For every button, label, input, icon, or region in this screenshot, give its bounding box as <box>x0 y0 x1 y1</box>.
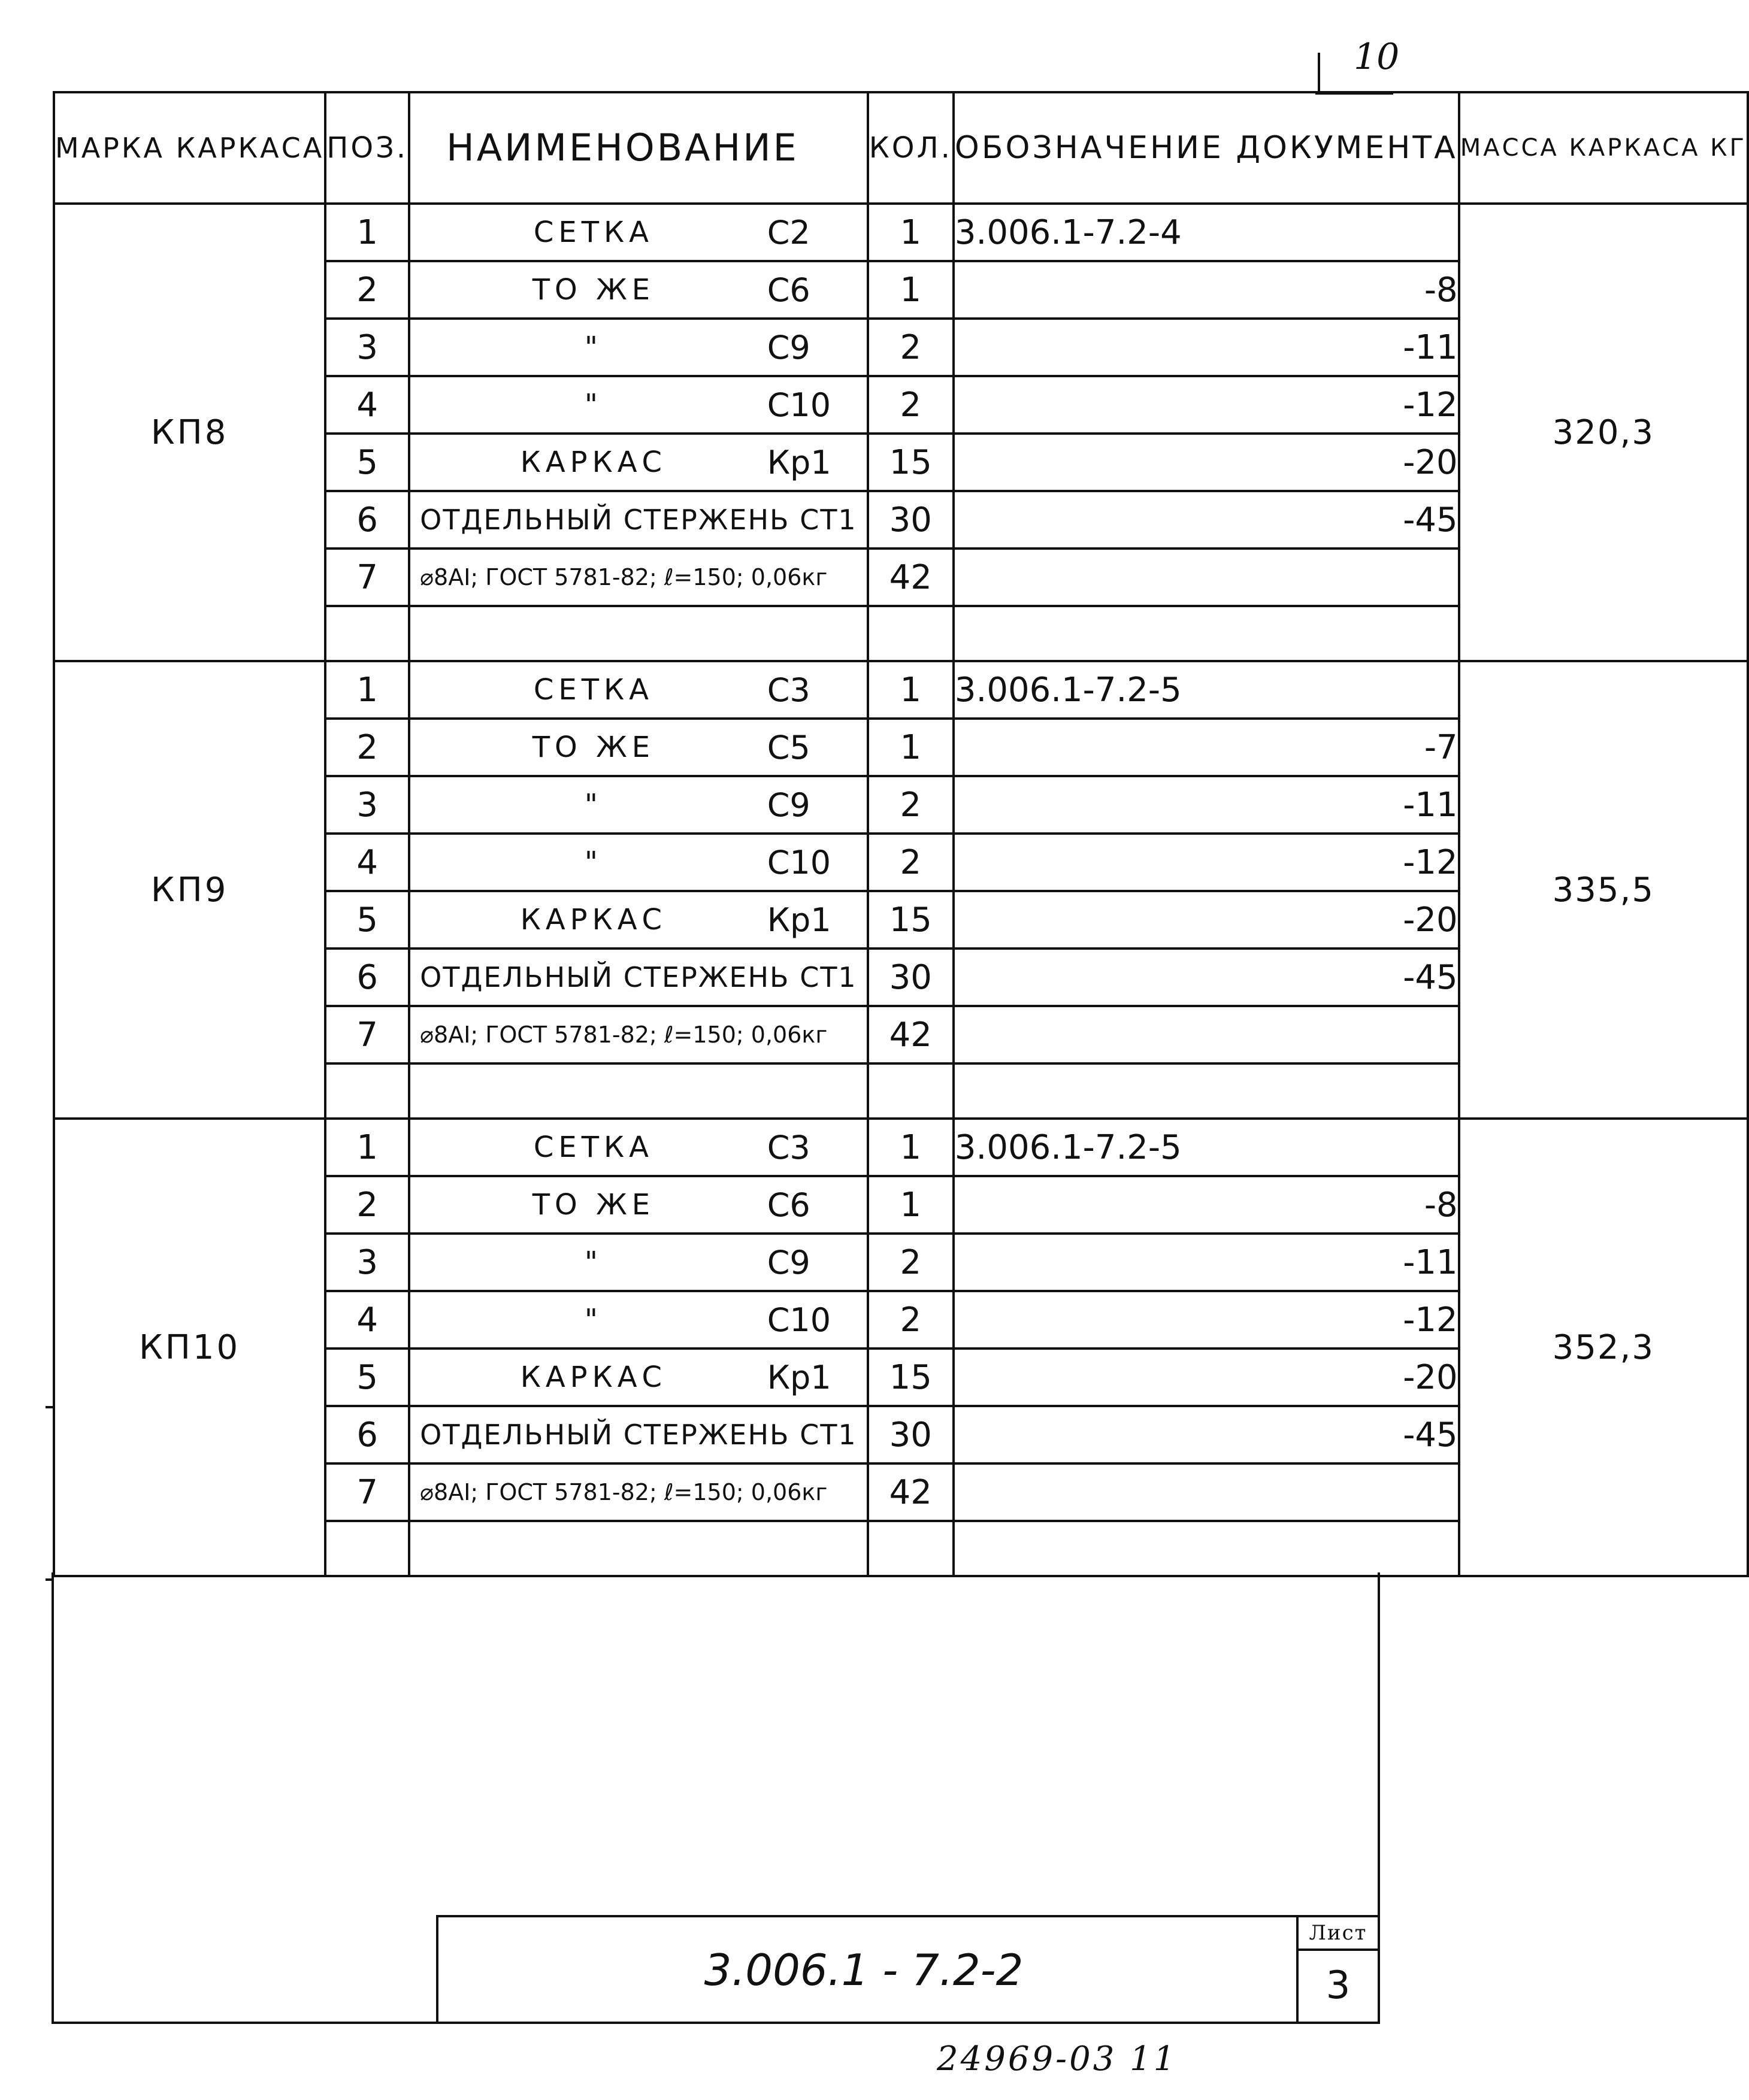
item-quantity: 30 <box>868 491 954 549</box>
item-quantity: 2 <box>868 776 954 834</box>
item-code: С3 <box>767 671 810 709</box>
item-name-cell <box>409 1349 868 1406</box>
empty-cell <box>868 606 954 661</box>
header-mark: МАРКА КАРКАСА <box>54 92 325 204</box>
item-name-wrap <box>410 377 867 432</box>
item-quantity: 2 <box>868 376 954 434</box>
empty-cell <box>325 1521 409 1576</box>
table-body <box>54 204 1748 1576</box>
item-name-cell <box>409 891 868 949</box>
item-name-wrap <box>410 777 867 832</box>
item-name-cell <box>409 1234 868 1291</box>
document-designation: -11 <box>954 776 1459 834</box>
item-code: Кр1 <box>767 1358 831 1396</box>
item-name-cell <box>409 261 868 319</box>
frame-mass: 320,3 <box>1459 204 1748 661</box>
empty-cell <box>409 1063 868 1119</box>
item-code: Кр1 <box>767 443 831 481</box>
item-name-cell <box>409 1291 868 1349</box>
item-name-wrap <box>410 492 867 547</box>
document-designation: 3.006.1-7.2-5 <box>954 1119 1459 1176</box>
title-block <box>436 1915 1378 2023</box>
item-name: ТО ЖЕ <box>532 1188 655 1222</box>
item-name: ⌀8АI; ГОСТ 5781-82; ℓ=150; 0,06кг <box>420 564 828 590</box>
item-name: СЕТКА <box>533 1131 653 1164</box>
document-designation: -11 <box>954 1234 1459 1291</box>
item-code: С9 <box>767 328 810 366</box>
item-name-wrap <box>410 662 867 717</box>
page-number: 10 <box>1354 36 1400 78</box>
item-name-cell <box>409 661 868 719</box>
position-number: 4 <box>325 1291 409 1349</box>
archive-number: 24969-03 11 <box>937 2040 1178 2078</box>
position-number: 5 <box>325 891 409 949</box>
item-name: ТО ЖЕ <box>532 731 655 764</box>
position-number: 6 <box>325 1406 409 1463</box>
document-designation: -12 <box>954 834 1459 891</box>
sheet-box <box>1296 1917 1378 2023</box>
position-number: 6 <box>325 491 409 549</box>
empty-cell <box>409 1521 868 1576</box>
item-name-wrap <box>410 1235 867 1290</box>
frame-mark: КП9 <box>54 661 325 1119</box>
document-designation: -20 <box>954 434 1459 491</box>
item-name-cell <box>409 1406 868 1463</box>
item-name: " <box>584 388 603 422</box>
item-name: ОТДЕЛЬНЫЙ СТЕРЖЕНЬ СТ1 <box>420 1419 857 1451</box>
item-name-cell <box>409 491 868 549</box>
item-name-cell <box>409 434 868 491</box>
header-name: НАИМЕНОВАНИЕ <box>409 92 868 204</box>
frame-mark: КП8 <box>54 204 325 661</box>
item-name-wrap <box>410 435 867 490</box>
item-name: СЕТКА <box>533 673 653 707</box>
item-name-wrap <box>410 1120 867 1175</box>
position-number: 4 <box>325 834 409 891</box>
table-row <box>54 1119 1748 1176</box>
item-name: ⌀8АI; ГОСТ 5781-82; ℓ=150; 0,06кг <box>420 1022 828 1048</box>
item-name-wrap <box>410 262 867 317</box>
item-name-cell <box>409 834 868 891</box>
document-designation: -8 <box>954 261 1459 319</box>
item-name: ТО ЖЕ <box>532 273 655 307</box>
item-code: С2 <box>767 213 810 251</box>
position-number: 1 <box>325 1119 409 1176</box>
item-quantity: 15 <box>868 891 954 949</box>
item-name-wrap <box>410 1292 867 1347</box>
position-number: 1 <box>325 204 409 261</box>
position-number: 2 <box>325 261 409 319</box>
item-name: " <box>584 1246 603 1279</box>
item-name-cell <box>409 1006 868 1063</box>
position-number: 3 <box>325 776 409 834</box>
item-code: С9 <box>767 786 810 824</box>
sheet-label: Лист <box>1299 1917 1378 1951</box>
item-quantity: 2 <box>868 1291 954 1349</box>
item-name-cell <box>409 549 868 606</box>
position-number: 5 <box>325 434 409 491</box>
item-code: С10 <box>767 386 831 424</box>
item-name-wrap <box>410 1465 867 1520</box>
item-quantity: 30 <box>868 949 954 1006</box>
item-name-wrap <box>410 1007 867 1062</box>
header-doc: ОБОЗНАЧЕНИЕ ДОКУМЕНТА <box>954 92 1459 204</box>
document-designation: -20 <box>954 1349 1459 1406</box>
item-name-cell <box>409 1176 868 1234</box>
table-row <box>54 204 1748 261</box>
item-code: С3 <box>767 1128 810 1166</box>
position-number: 3 <box>325 1234 409 1291</box>
item-quantity: 2 <box>868 1234 954 1291</box>
document-designation: 3.006.1-7.2-4 <box>954 204 1459 261</box>
item-quantity: 1 <box>868 1119 954 1176</box>
position-number: 7 <box>325 1006 409 1063</box>
item-quantity: 1 <box>868 204 954 261</box>
item-quantity: 2 <box>868 319 954 376</box>
item-name-cell <box>409 719 868 776</box>
position-number: 4 <box>325 376 409 434</box>
specification-table <box>53 91 1749 1577</box>
item-name: КАРКАС <box>520 446 667 479</box>
item-name-wrap <box>410 892 867 947</box>
item-name-cell <box>409 1463 868 1521</box>
item-name-wrap <box>410 950 867 1005</box>
item-code: С10 <box>767 843 831 881</box>
position-number: 6 <box>325 949 409 1006</box>
document-designation: -12 <box>954 1291 1459 1349</box>
item-code: Кр1 <box>767 901 831 939</box>
document-designation: -7 <box>954 719 1459 776</box>
item-name-cell <box>409 776 868 834</box>
margin-tick <box>46 1406 54 1408</box>
item-quantity: 15 <box>868 1349 954 1406</box>
document-designation: -20 <box>954 891 1459 949</box>
empty-cell <box>868 1063 954 1119</box>
position-number: 2 <box>325 719 409 776</box>
item-code: С10 <box>767 1301 831 1339</box>
item-name: " <box>584 1303 603 1337</box>
margin-tick <box>46 1578 54 1581</box>
item-name-wrap <box>410 1350 867 1405</box>
item-name-wrap <box>410 720 867 775</box>
item-name-wrap <box>410 1177 867 1232</box>
sheet-number: 3 <box>1326 1963 1351 2008</box>
empty-cell <box>954 1063 1459 1119</box>
item-quantity: 1 <box>868 261 954 319</box>
item-quantity: 30 <box>868 1406 954 1463</box>
document-designation: -12 <box>954 376 1459 434</box>
item-name: КАРКАС <box>520 1360 667 1394</box>
item-name-cell <box>409 376 868 434</box>
document-designation: 3.006.1-7.2-5 <box>954 661 1459 719</box>
item-name-cell <box>409 204 868 261</box>
document-designation <box>954 1006 1459 1063</box>
page-number-tick <box>1318 53 1320 95</box>
item-name: " <box>584 846 603 879</box>
item-name-wrap <box>410 205 867 260</box>
empty-cell <box>325 1063 409 1119</box>
item-code: С9 <box>767 1243 810 1281</box>
header-qty: КОЛ. <box>868 92 954 204</box>
item-name: ОТДЕЛЬНЫЙ СТЕРЖЕНЬ СТ1 <box>420 961 857 993</box>
document-designation: -11 <box>954 319 1459 376</box>
item-name-wrap <box>410 550 867 605</box>
empty-cell <box>325 606 409 661</box>
document-designation: -45 <box>954 949 1459 1006</box>
position-number: 5 <box>325 1349 409 1406</box>
item-code: С6 <box>767 271 810 309</box>
item-quantity: 2 <box>868 834 954 891</box>
item-name-cell <box>409 949 868 1006</box>
item-quantity: 1 <box>868 661 954 719</box>
item-quantity: 42 <box>868 549 954 606</box>
position-number: 7 <box>325 1463 409 1521</box>
item-name-wrap <box>410 835 867 890</box>
item-name: " <box>584 788 603 822</box>
header-mass: МАССА КАРКАСА КГ <box>1459 92 1748 204</box>
position-number: 1 <box>325 661 409 719</box>
item-name-wrap <box>410 320 867 375</box>
document-code: 3.006.1 - 7.2-2 <box>704 1945 1024 1995</box>
table-row <box>54 661 1748 719</box>
item-name: " <box>584 331 603 364</box>
table-header-row <box>54 92 1748 204</box>
item-quantity: 42 <box>868 1463 954 1521</box>
frame-mass: 352,3 <box>1459 1119 1748 1576</box>
frame-mark: КП10 <box>54 1119 325 1576</box>
item-name: СЕТКА <box>533 216 653 249</box>
document-designation: -45 <box>954 491 1459 549</box>
item-name: КАРКАС <box>520 903 667 937</box>
empty-cell <box>954 606 1459 661</box>
header-pos: ПОЗ. <box>325 92 409 204</box>
item-quantity: 1 <box>868 1176 954 1234</box>
document-designation <box>954 549 1459 606</box>
frame-mass: 335,5 <box>1459 661 1748 1119</box>
empty-cell <box>868 1521 954 1576</box>
item-name-cell <box>409 319 868 376</box>
document-designation: -8 <box>954 1176 1459 1234</box>
position-number: 7 <box>325 549 409 606</box>
item-name: ⌀8АI; ГОСТ 5781-82; ℓ=150; 0,06кг <box>420 1479 828 1505</box>
item-code: С5 <box>767 728 810 766</box>
position-number: 3 <box>325 319 409 376</box>
document-designation: -45 <box>954 1406 1459 1463</box>
document-designation <box>954 1463 1459 1521</box>
item-name: ОТДЕЛЬНЫЙ СТЕРЖЕНЬ СТ1 <box>420 504 857 536</box>
item-name-wrap <box>410 1407 867 1462</box>
item-quantity: 15 <box>868 434 954 491</box>
item-code: С6 <box>767 1186 810 1224</box>
empty-cell <box>409 606 868 661</box>
item-quantity: 1 <box>868 719 954 776</box>
empty-cell <box>954 1521 1459 1576</box>
item-quantity: 42 <box>868 1006 954 1063</box>
position-number: 2 <box>325 1176 409 1234</box>
item-name-cell <box>409 1119 868 1176</box>
